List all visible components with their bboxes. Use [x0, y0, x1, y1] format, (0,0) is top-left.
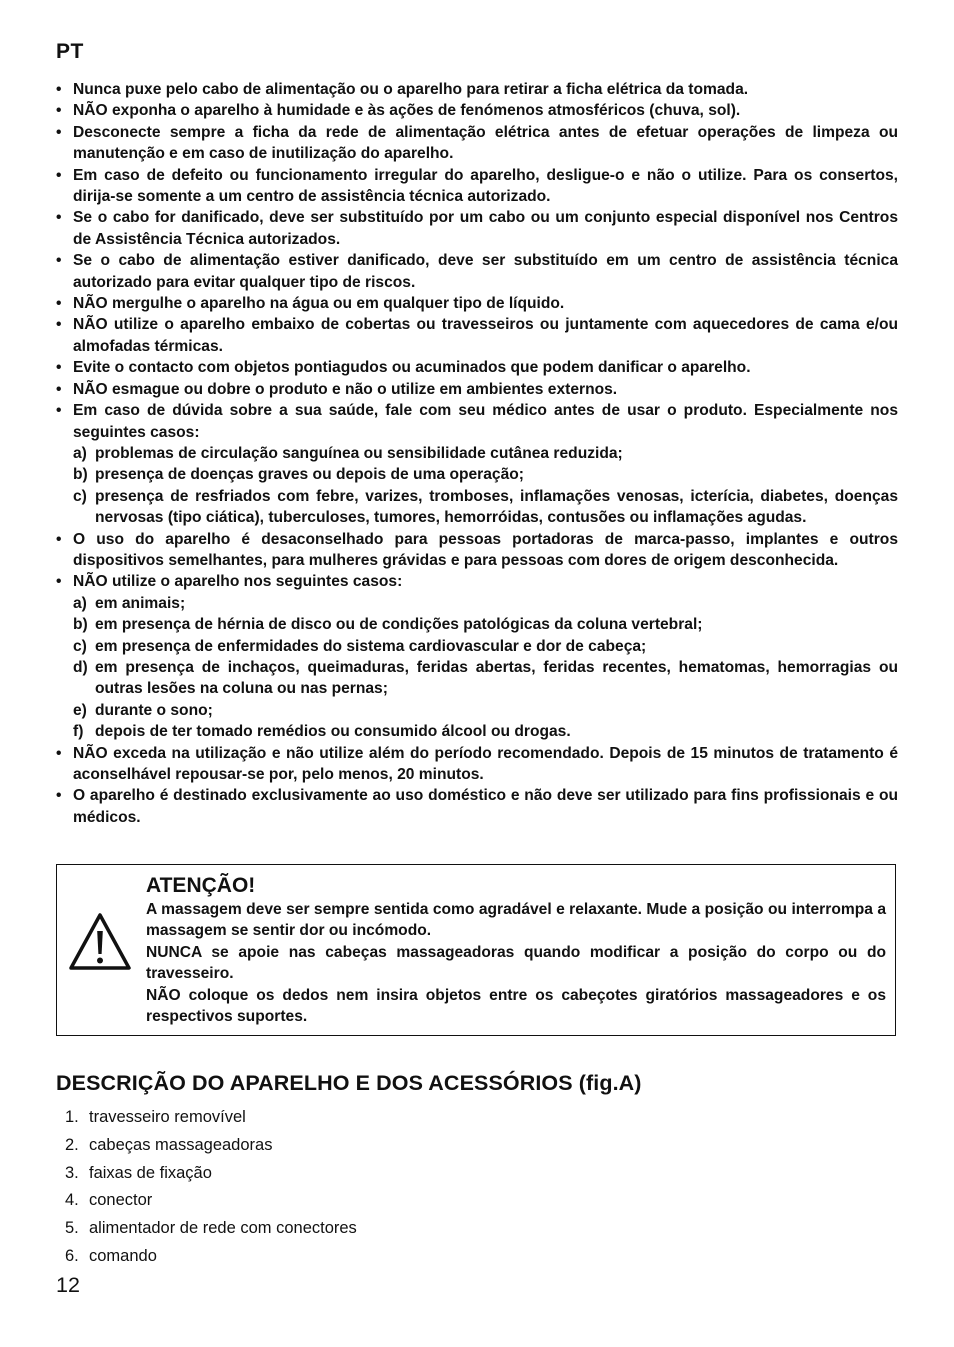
sub-item — [73, 721, 898, 742]
warning-paragraph: A massagem deve ser sempre sentida como agradável e relaxante. Mude a posição ou interrompa a massagem se sentir dor ou incómodo. — [146, 901, 886, 940]
parts-list-item — [65, 1215, 565, 1243]
sub-item — [73, 443, 898, 464]
parts-list-item — [65, 1132, 565, 1160]
safety-rules-list — [56, 79, 898, 828]
sub-text: presença de doenças graves ou depois de uma operação; — [95, 466, 524, 484]
sub-text: durante o sono; — [95, 701, 213, 719]
rule-text: Evite o contacto com objetos pontiagudos ou acuminados que podem danificar o aparelho. — [73, 359, 751, 377]
item-number: 5. — [65, 1219, 79, 1238]
rule-item — [56, 400, 898, 528]
rule-item — [56, 293, 898, 314]
sub-marker: e) — [73, 701, 87, 719]
sub-text: em presença de hérnia de disco ou de condições patológicas da coluna vertebral; — [95, 616, 703, 634]
rule-item — [56, 165, 898, 208]
sub-marker: c) — [73, 637, 87, 655]
item-label: conector — [89, 1191, 153, 1210]
rule-text: Em caso de defeito ou funcionamento irregular do aparelho, desligue-o e não o utilize. Para os consertos, dirija-se somente a um centro de assistência técnica autorizado. — [73, 166, 898, 206]
parts-list-item — [65, 1104, 565, 1132]
sub-item — [73, 657, 898, 700]
warning-content — [146, 873, 886, 1027]
rule-sublist — [73, 593, 898, 743]
rule-item — [56, 122, 898, 165]
sub-marker: f) — [73, 723, 84, 741]
item-number: 1. — [65, 1108, 79, 1126]
rule-item — [56, 379, 898, 400]
sub-item — [73, 486, 898, 529]
sub-item — [73, 636, 898, 657]
rule-item — [56, 357, 898, 378]
section-title: DESCRIÇÃO DO APARELHO E DOS ACESSÓRIOS (fig.A) — [56, 1071, 642, 1095]
parts-list-item — [65, 1160, 565, 1188]
warning-title: ATENÇÃO! — [146, 874, 256, 897]
parts-list-item — [65, 1187, 565, 1215]
rule-item — [56, 79, 898, 100]
sub-text: em presença de inchaços, queimaduras, feridas abertas, feridas recentes, hematomas, hemorragias ou outras lesões na coluna ou nas pernas; — [95, 658, 898, 698]
rule-text: Se o cabo de alimentação estiver danificado, deve ser substituído em um centro de assistência técnica autorizado para evitar qualquer tipo de riscos. — [73, 252, 898, 291]
rule-text: NÃO utilize o aparelho embaixo de cobertas ou travesseiros ou juntamente com aquecedores de cama e/ou almofadas térmicas. — [73, 316, 898, 355]
rule-text: Nunca puxe pelo cabo de alimentação ou o aparelho para retirar a ficha elétrica da tomada. — [73, 81, 749, 98]
rule-text: O uso do aparelho é desaconselhado para pessoas portadoras de marca-passo, implantes e outros dispositivos semelhantes, para mulheres grávidas e para pessoas com dores de origem desconhecida. — [73, 530, 898, 569]
warning-paragraph: NÃO coloque os dedos nem insira objetos entre os cabeçotes giratórios massageadores e os respectivos suportes. — [146, 986, 886, 1026]
rule-item — [56, 785, 898, 828]
rule-item — [56, 529, 898, 572]
parts-list — [65, 1104, 565, 1271]
rule-text: O aparelho é destinado exclusivamente ao uso doméstico e não deve ser utilizado para fins profissionais e ou médicos. — [73, 787, 898, 826]
warning-box — [56, 864, 896, 1036]
item-label: cabeças massageadoras — [89, 1135, 273, 1154]
sub-marker: b) — [73, 616, 88, 634]
rule-text: NÃO mergulhe o aparelho na água ou em qualquer tipo de líquido. — [73, 295, 565, 313]
item-number: 6. — [65, 1246, 79, 1265]
rule-text: NÃO exceda na utilização e não utilize além do período recomendado. Depois de 15 minutos de tratamento é aconselhável repousar-se por, pelo menos, 20 minutos. — [73, 744, 898, 783]
warning-triangle-icon — [67, 911, 133, 973]
item-label: comando — [89, 1246, 157, 1265]
sub-text: em animais; — [95, 594, 186, 612]
rule-text: Desconecte sempre a ficha da rede de alimentação elétrica antes de efetuar operações de limpeza ou manutenção e em caso de inutilização do aparelho. — [73, 123, 898, 163]
rule-item — [56, 314, 898, 357]
item-label: alimentador de rede com conectores — [89, 1219, 357, 1238]
rule-item — [56, 207, 898, 250]
item-number: 2. — [65, 1135, 79, 1154]
language-code: PT — [56, 40, 84, 63]
rule-item — [56, 743, 898, 786]
rule-item — [56, 100, 898, 121]
item-label: travesseiro removível — [89, 1108, 246, 1126]
sub-item — [73, 464, 898, 485]
sub-item — [73, 614, 898, 635]
item-number: 3. — [65, 1163, 79, 1182]
sub-item — [73, 593, 898, 614]
sub-marker: b) — [73, 466, 88, 484]
rule-sublist — [73, 443, 898, 529]
item-label: faixas de fixação — [89, 1163, 212, 1182]
rule-item — [56, 250, 898, 293]
warning-paragraph: NUNCA se apoie nas cabeças massageadoras quando modificar a posição do corpo ou do travesseiro. — [146, 943, 886, 983]
sub-text: depois de ter tomado remédios ou consumido álcool ou drogas. — [95, 723, 571, 741]
rule-text: Se o cabo for danificado, deve ser substituído por um cabo ou um conjunto especial disponível nos Centros de Assistência Técnica autorizados. — [73, 209, 898, 248]
item-number: 4. — [65, 1191, 79, 1210]
rule-text: NÃO utilize o aparelho nos seguintes casos: — [73, 573, 403, 591]
page-number: 12 — [56, 1273, 80, 1297]
sub-item — [73, 700, 898, 721]
rule-item — [56, 571, 898, 742]
sub-marker: c) — [73, 487, 87, 505]
rule-text: NÃO exponha o aparelho à humidade e às ações de fenómenos atmosféricos (chuva, sol). — [73, 102, 741, 120]
sub-marker: a) — [73, 594, 87, 612]
sub-text: problemas de circulação sanguínea ou sensibilidade cutânea reduzida; — [95, 444, 623, 462]
sub-text: em presença de enfermidades do sistema cardiovascular e dor de cabeça; — [95, 637, 647, 655]
parts-list-item — [65, 1243, 565, 1271]
sub-marker: d) — [73, 658, 88, 676]
sub-marker: a) — [73, 444, 87, 462]
sub-text: presença de resfriados com febre, varizes, tromboses, inflamações venosas, icterícia, diabetes, doenças nervosas (tipo ciática), tuberculoses, tumores, hemorróidas, contusões ou inflamações agudas. — [95, 487, 898, 527]
rule-text: Em caso de dúvida sobre a sua saúde, fale com seu médico antes de usar o produto. Especialmente nos seguintes casos: — [73, 402, 898, 441]
rule-text: NÃO esmague ou dobre o produto e não o utilize em ambientes externos. — [73, 380, 618, 398]
